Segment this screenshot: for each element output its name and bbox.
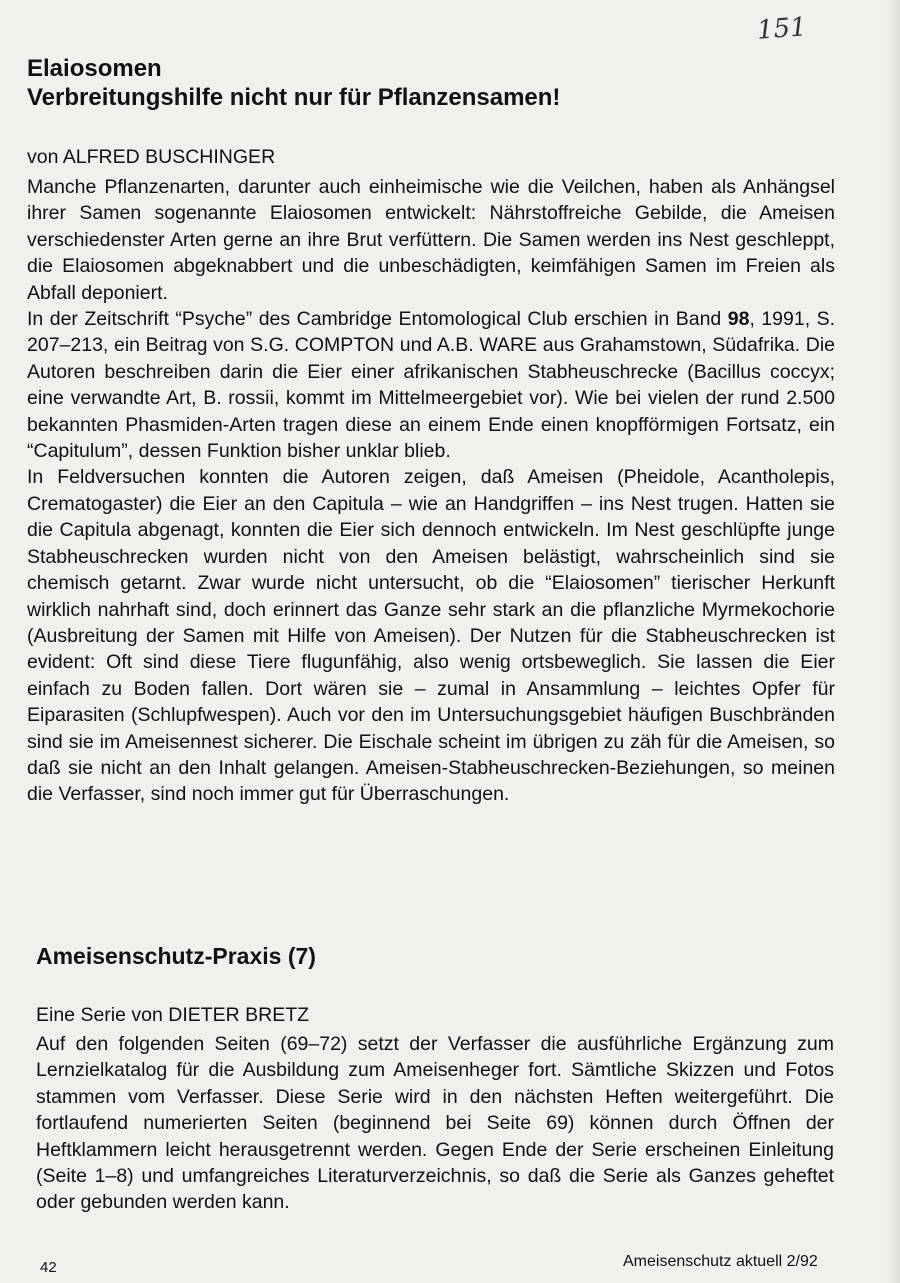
volume-number: 98 xyxy=(727,308,750,331)
page-edge-shadow xyxy=(886,0,900,1283)
handwritten-page-number: 151 xyxy=(756,12,808,46)
paragraph xyxy=(27,306,835,464)
paragraph: Auf den folgenden Seiten (69–72) setzt der Verfasser die ausführliche Ergänzung zum Lernzielkatalog für die Ausbildung zum Ameisenheger fort. Sämtliche Skizzen und Fotos stammen vom Verfasser. Diese Serie wird in den nächsten Heften weitergeführt. Die fortlaufend numerierten Seiten (beginnend bei Seite 69) können durch Öffnen der Heftklammern leicht herausgetrennt werden. Gegen Ende der Serie erscheinen Einleitung (Seite 1–8) und umfangreiches Literaturverzeichnis, so daß die Serie als Ganzes geheftet oder gebunden werden kann. xyxy=(36,1033,834,1214)
series-byline: Eine Serie von DIETER BRETZ xyxy=(36,1004,310,1026)
paragraph: In Feldversuchen konnten die Autoren zeigen, daß Ameisen (Pheidole, Acantholepis, Crematogaster) die Eier an den Capitula – wie an Handgriffen – ins Nest trugen. Hatten sie die Capitula abgenagt, konnten die Eier sich dennoch entwickeln. Im Nest geschlüpfte junge Stabheuschrecken wurden nicht von den Ameisen belästigt, wahrscheinlich sind sie chemisch getarnt. Zwar wurde nicht untersucht, ob die “Elaiosomen” tierischer Herkunft wirklich nahrhaft sind, doch erinnert das Ganze sehr stark an die pflanzliche Myrmekochorie (Ausbreitung der Samen mit Hilfe von Ameisen). Der Nutzen für die Stabheuschrecken ist evident: Oft sind diese Tiere flugunfähig, also wenig ortsbeweglich. Sie lassen die Eier einfach zu Boden fallen. Dort wären sie – zumal in Ansammlung – leichtes Opfer für Eiparasiten (Schlupfwespen). Auch vor den im Untersuchungsgebiet häufigen Buschbränden sind sie im Ameisennest sicherer. Die Eischale scheint im übrigen zu zäh für die Ameisen, so daß sie nicht an den Inhalt gelangen. Ameisen-Stabheuschrecken-Beziehungen, so meinen die Verfasser, sind noch immer gut für Überraschungen. xyxy=(27,466,835,806)
article-title-line1: Elaiosomen xyxy=(27,55,162,82)
paragraph-text: In der Zeitschrift “Psyche” des Cambridge Entomological Club erschien in Band xyxy=(27,308,728,331)
footer-page-number: 42 xyxy=(40,1259,57,1276)
footer-publication: Ameisenschutz aktuell 2/92 xyxy=(623,1253,818,1270)
article-title xyxy=(27,54,867,112)
article-body xyxy=(27,174,835,808)
series-body xyxy=(36,1031,834,1216)
paragraph-text: , 1991, S. 207–213, ein Beitrag von S.G. COMPTON und A.B. WARE aus Grahamstown, Südafrika. Die Autoren beschreiben darin die Eier einer afrikanischen Stabheuschrecke (Bacillus coccyx; eine verwandte Art, B. rossii, kommt im Mittelmeergebiet vor). Wie bei vielen der rund 2.500 bekannten Phasmiden-Arten tragen diese an einem Ende einen knopfförmigen Fortsatz, ein “Capitulum”, dessen Funktion bisher unklar blieb. xyxy=(27,308,835,463)
article-byline: von ALFRED BUSCHINGER xyxy=(27,146,276,168)
series-title: Ameisenschutz-Praxis (7) xyxy=(36,943,316,969)
paragraph: Manche Pflanzenarten, darunter auch einheimische wie die Veilchen, haben als Anhängsel ihrer Samen sogenannte Elaiosomen entwickelt: Nährstoffreiche Gebilde, die Ameisen verschiedenster Arten gerne an ihre Brut verfüttern. Die Samen werden ins Nest geschleppt, die Elaiosomen abgeknabbert und die unbeschädigten, keimfähigen Samen im Freien als Abfall deponiert. xyxy=(27,176,835,304)
article-title-line2: Verbreitungshilfe nicht nur für Pflanzensamen! xyxy=(27,84,561,111)
